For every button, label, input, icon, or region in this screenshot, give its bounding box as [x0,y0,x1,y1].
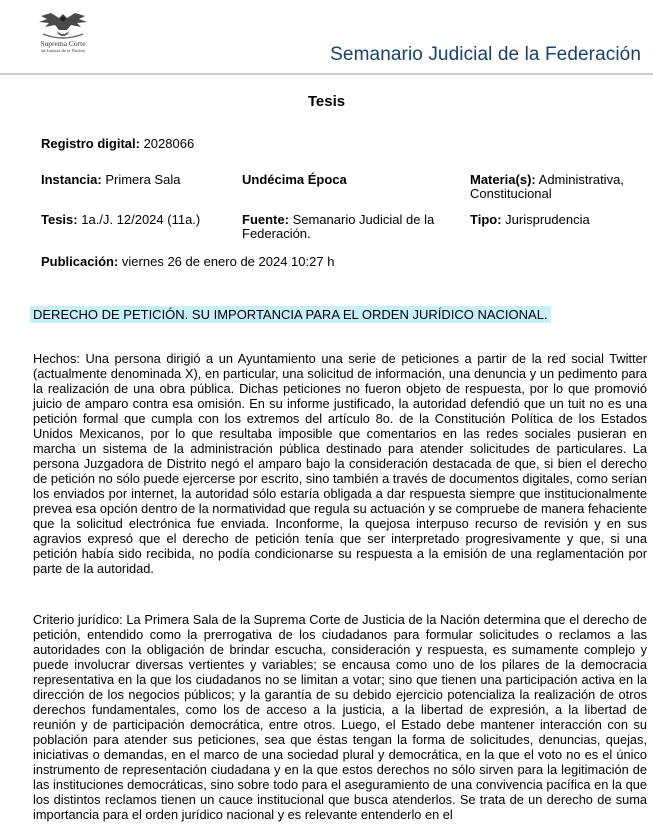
hechos-paragraph: Hechos: Una persona dirigió a un Ayuntamiento una serie de peticiones a partir de la red social Twitter (actualmente denominada X), en particular, una solicitud de información, una denuncia y un pedimento para la realización de una obra pública. Dichas peticiones no fueron objeto de respuesta, por lo que promovió juicio de amparo contra esa omisión. En su informe justificado, la autoridad defendió que un tuit no es una petición formal que cumpla con los extremos del artículo 8o. de la Constitución Política de los Estados Unidos Mexicanos, por lo que resultaba imposible que comentarios en las redes sociales pusieran en marcha un sistema de la administración pública destinado para atender solicitudes de particulares. La persona Juzgadora de Distrito negó el amparo bajo la consideración destacada de que, si bien el derecho de petición no sólo puede ejercerse por escrito, sino también a través de documentos digitales, como serían los enviados por internet, la autoridad sólo estaría obligada a dar respuesta siempre que institucionalmente prevea esa opción dentro de la normatividad que regula su actuación y se compruebe de manera fehaciente que la solicitud electrónica fue enviada. Inconforme, la quejosa interpuso recurso de revisión y en sus agravios expresó que el derecho de petición tenía que ser interpretado progresivamente y que, si una petición había sido recibida, no podía condicionarse su respuesta a la emisión de una reglamentación por parte de la autoridad. [33,351,647,576]
scjn-logo [30,10,96,54]
tipo-value: Jurisprudencia [505,212,590,227]
registro-digital [41,137,194,151]
site-title[interactable]: Semanario Judicial de la Federación [330,44,641,65]
instancia-label: Instancia: [41,172,102,187]
logo-line-2: de Justicia de la Nación [41,48,85,53]
fuente [242,213,434,241]
fuente-value-1: Semanario Judicial de la [292,212,435,227]
registro-label: Registro digital: [41,136,140,151]
rubro-title: DERECHO DE PETICIÓN. SU IMPORTANCIA PARA EL ORDEN JURÍDICO NACIONAL. [30,306,551,323]
eagle-emblem-icon [37,10,89,40]
tesis-label: Tesis: [41,212,78,227]
epoca [242,173,347,187]
rubro-container [30,306,551,324]
instancia-value: Primera Sala [105,172,181,187]
epoca-value: Undécima Época [242,172,347,187]
publicacion [41,255,334,269]
tipo [470,213,590,227]
materia-label: Materia(s): [470,172,536,187]
publicacion-label: Publicación: [41,254,119,269]
document-type-heading: Tesis [307,93,346,110]
fuente-label: Fuente: [242,212,289,227]
registro-value: 2028066 [143,136,195,151]
publicacion-value: viernes 26 de enero de 2024 10:27 h [121,254,335,269]
logo-line-1: Suprema Corte [40,39,86,48]
materia [470,173,624,201]
tipo-label: Tipo: [470,212,502,227]
header-divider [0,73,653,75]
materia-value-2: Constitucional [470,186,552,201]
tesis-value: 1a./J. 12/2024 (11a.) [81,212,201,227]
criterio-paragraph: Criterio jurídico: La Primera Sala de la Suprema Corte de Justicia de la Nación determina que el derecho de petición, entendido como la prerrogativa de los ciudadanos para formular solicitudes o reclamos a las autoridades con la obligación de brindar escucha, consideración y respuesta, es sumamente complejo y puede involucrar diversas vertientes y variables; se encausa como uno de los pilares de la democracia representativa en la que los ciudadanos no se limitan a votar; sino que tienen una participación activa en la dirección de los negocios públicos; y la garantía de su debido ejercicio potencializa la realización de otros derechos fundamentales, como los de acceso a la justicia, a la libertad de expresión, a la libertad de reunión y de participación democrática, entre otros. Luego, el Estado debe mantener interacción con su población para atender sus peticiones, sea que éstas tengan la forma de solicitudes, denuncias, quejas, iniciativas o demandas, en el marco de una sociedad plural y democrática, en la que el voto no es el único instrumento de representación ciudadana y en la que estos derechos no sólo sirven para la legitimación de las instituciones democráticas, sino sobre todo para el aseguramiento de una convivencia pacífica en la que los distintos reclamos tienen un cauce institucional que busca atenderlos. Se trata de un derecho de suma importancia para el orden jurídico nacional y es relevante entenderlo en el [33,612,647,822]
fuente-value-2: Federación. [242,226,311,241]
tesis [41,213,200,227]
instancia [41,173,180,187]
materia-value-1: Administrativa, [538,172,624,187]
